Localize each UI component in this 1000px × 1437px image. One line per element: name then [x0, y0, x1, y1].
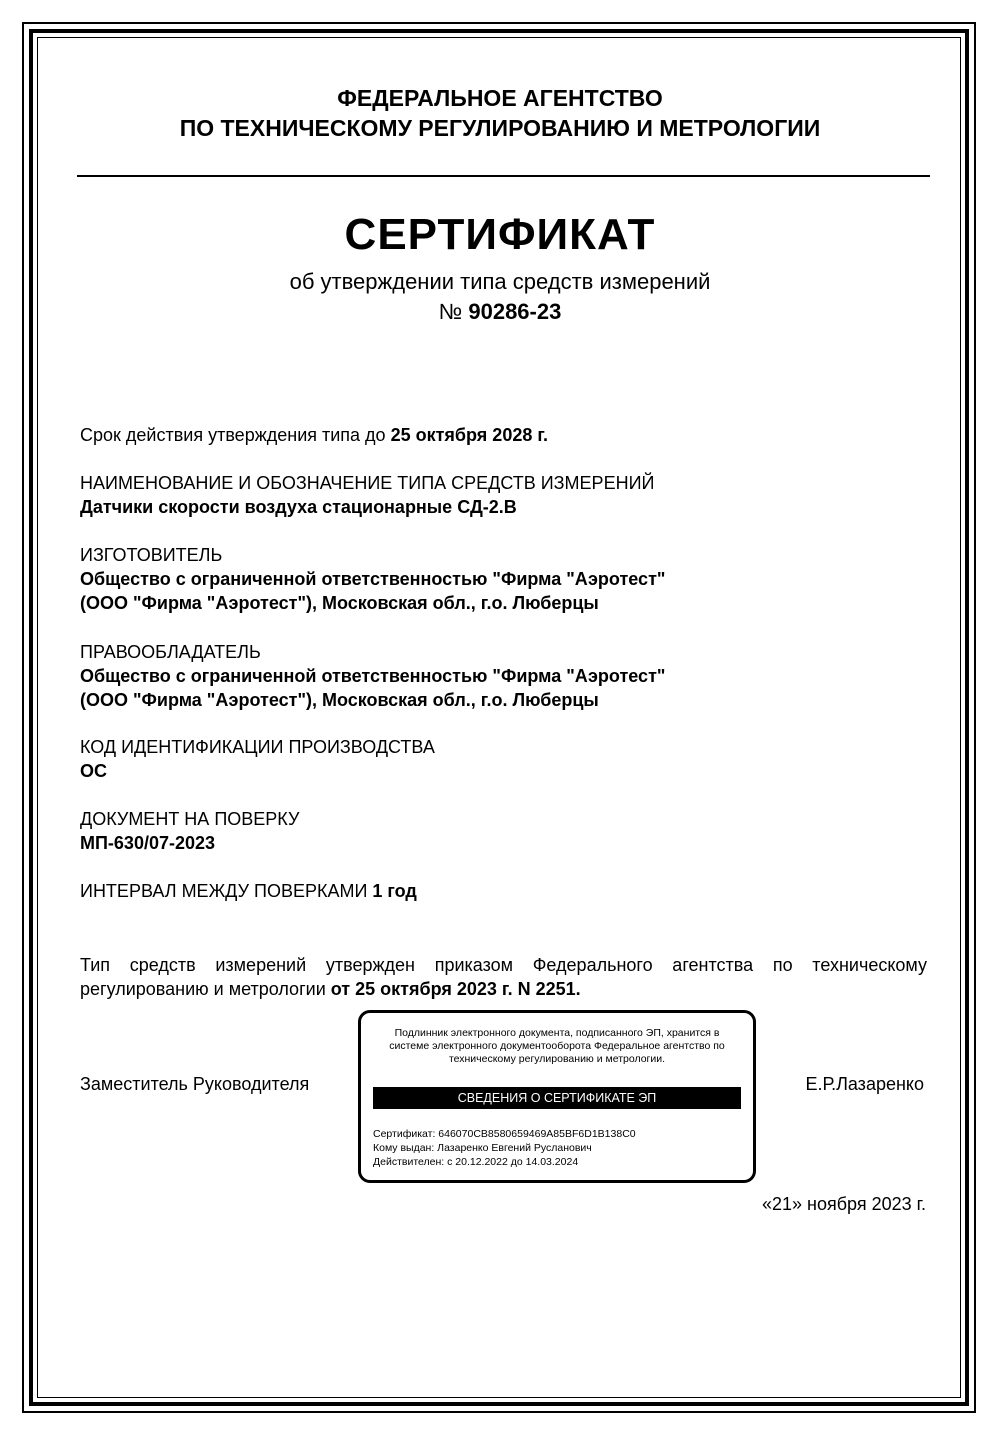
validity-date: 25 октября 2028 г.: [390, 425, 549, 445]
id-code-heading: КОД ИДЕНТИФИКАЦИИ ПРОИЗВОДСТВА: [80, 737, 435, 757]
issue-date: «21» ноября 2023 г.: [761, 1194, 926, 1214]
stamp-note: Подлинник электронного документа, подписанного ЭП, хранится в системе электронного документооборота Федеральное агентство по техническому регулированию и метрологии.: [389, 1027, 725, 1065]
approval-order: [80, 953, 927, 1001]
interval-line: [80, 879, 417, 903]
validity-label: Срок действия утверждения типа до: [80, 425, 391, 445]
interval-value: 1 год: [372, 881, 417, 901]
certificate-number: [0, 298, 1000, 326]
manufacturer-heading: ИЗГОТОВИТЕЛЬ: [80, 545, 223, 565]
holder-heading: ПРАВООБЛАДАТЕЛЬ: [80, 642, 261, 662]
holder-line1: Общество с ограниченной ответственностью "Фирма "Аэротест": [80, 666, 666, 686]
number-value: 90286-23: [468, 299, 562, 324]
stamp-certificate-id: Сертификат: 646070CB8580659469A85BF6D1B138C0: [373, 1128, 636, 1140]
verification-doc-value: МП-630/07-2023: [80, 833, 216, 853]
number-prefix: №: [438, 299, 469, 324]
manufacturer-line2: (ООО "Фирма "Аэротест"), Московская обл., г.о. Люберцы: [80, 593, 599, 613]
stamp-issued-to: Кому выдан: Лазаренко Евгений Русланович: [373, 1142, 592, 1154]
name-heading: НАИМЕНОВАНИЕ И ОБОЗНАЧЕНИЕ ТИПА СРЕДСТВ ИЗМЕРЕНИЙ: [80, 473, 655, 493]
holder-line2: (ООО "Фирма "Аэротест"), Московская обл., г.о. Люберцы: [80, 690, 599, 710]
order-number: от 25 октября 2023 г. N 2251.: [330, 979, 581, 999]
interval-label: ИНТЕРВАЛ МЕЖДУ ПОВЕРКАМИ: [80, 881, 373, 901]
stamp-header-bar: СВЕДЕНИЯ О СЕРТИФИКАТЕ ЭП: [373, 1087, 741, 1109]
verification-doc-heading: ДОКУМЕНТ НА ПОВЕРКУ: [80, 809, 300, 829]
certificate-title: СЕРТИФИКАТ: [344, 210, 656, 259]
agency-name-line2: ПО ТЕХНИЧЕСКОМУ РЕГУЛИРОВАНИЮ И МЕТРОЛОГИИ: [179, 115, 821, 141]
header-divider: [77, 175, 930, 177]
signatory-position: Заместитель Руководителя: [80, 1074, 310, 1094]
name-value: Датчики скорости воздуха стационарные СД-2.В: [80, 497, 517, 517]
e-signature-stamp: [358, 1010, 756, 1183]
validity-line: [80, 423, 548, 447]
id-code-value: ОС: [80, 761, 107, 781]
stamp-validity: Действителен: с 20.12.2022 до 14.03.2024: [373, 1156, 579, 1168]
order-text: Тип средств измерений утвержден приказом Федерального агентства по техническому регулированию и метрологии: [80, 955, 927, 999]
signatory-name: Е.Р.Лазаренко: [805, 1074, 924, 1094]
manufacturer-line1: Общество с ограниченной ответственностью "Фирма "Аэротест": [80, 569, 666, 589]
agency-name-line1: ФЕДЕРАЛЬНОЕ АГЕНТСТВО: [337, 85, 663, 111]
certificate-subtitle: об утверждении типа средств измерений: [289, 269, 711, 294]
